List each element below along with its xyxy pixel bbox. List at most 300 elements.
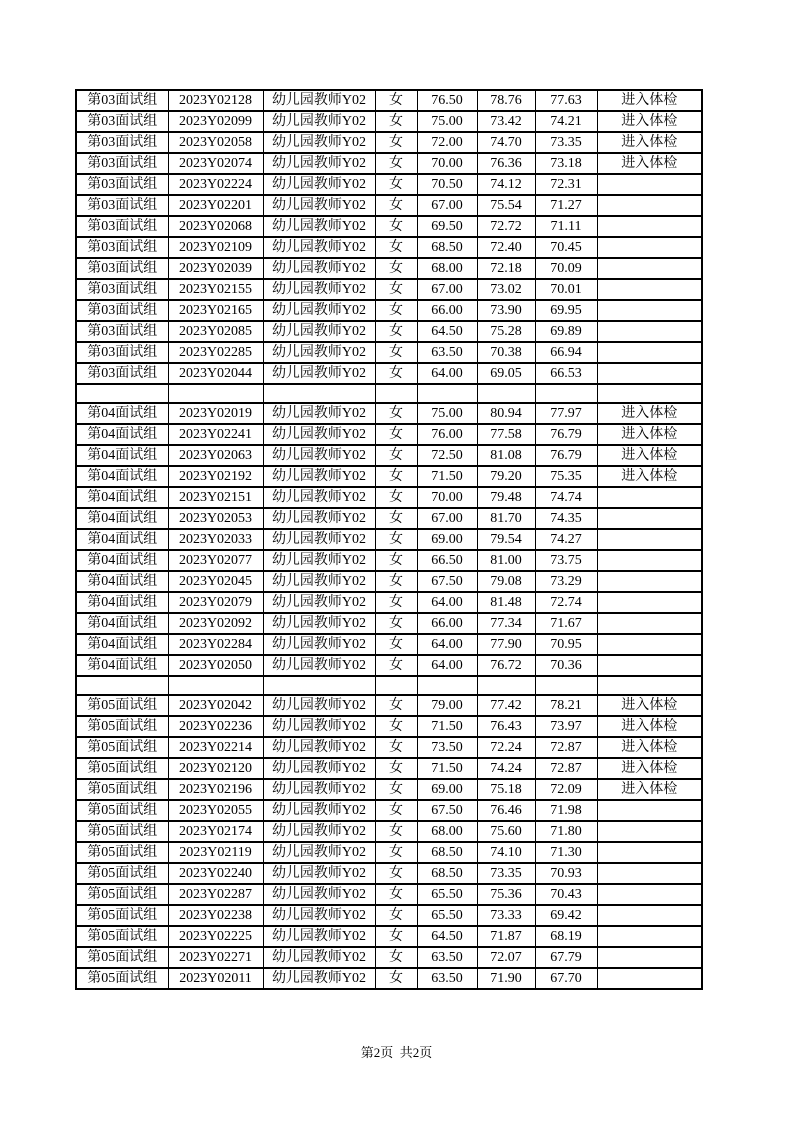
cell-result [597, 655, 702, 676]
cell-result: 进入体检 [597, 758, 702, 779]
cell-interview-group: 第05面试组 [76, 947, 168, 968]
cell-score-3: 70.01 [535, 279, 597, 300]
cell-score-1: 75.00 [417, 403, 477, 424]
cell-candidate-id: 2023Y02050 [168, 655, 263, 676]
cell-gender: 女 [375, 863, 417, 884]
cell-position: 幼儿园教师Y02 [263, 195, 375, 216]
cell-gender: 女 [375, 737, 417, 758]
cell-candidate-id: 2023Y02044 [168, 363, 263, 384]
cell-score-2 [477, 384, 535, 403]
cell-result [597, 947, 702, 968]
cell-score-2: 81.70 [477, 508, 535, 529]
cell-interview-group: 第03面试组 [76, 153, 168, 174]
cell-score-3: 71.80 [535, 821, 597, 842]
cell-score-1: 70.00 [417, 487, 477, 508]
cell-candidate-id: 2023Y02055 [168, 800, 263, 821]
table-row [76, 216, 702, 237]
cell-gender: 女 [375, 529, 417, 550]
cell-score-1: 64.50 [417, 321, 477, 342]
cell-score-2: 75.60 [477, 821, 535, 842]
cell-score-1: 67.00 [417, 279, 477, 300]
cell-gender: 女 [375, 695, 417, 716]
cell-result: 进入体检 [597, 111, 702, 132]
cell-score-3: 69.42 [535, 905, 597, 926]
cell-candidate-id: 2023Y02285 [168, 342, 263, 363]
cell-score-3: 73.35 [535, 132, 597, 153]
cell-gender: 女 [375, 613, 417, 634]
cell-score-2: 74.24 [477, 758, 535, 779]
cell-result: 进入体检 [597, 695, 702, 716]
cell-score-3: 73.75 [535, 550, 597, 571]
cell-interview-group: 第05面试组 [76, 821, 168, 842]
cell-candidate-id: 2023Y02174 [168, 821, 263, 842]
cell-result: 进入体检 [597, 153, 702, 174]
cell-score-2: 77.42 [477, 695, 535, 716]
cell-score-1: 69.50 [417, 216, 477, 237]
cell-interview-group: 第03面试组 [76, 363, 168, 384]
cell-result [597, 279, 702, 300]
cell-result [597, 195, 702, 216]
cell-score-2: 72.72 [477, 216, 535, 237]
cell-score-1: 67.50 [417, 571, 477, 592]
cell-candidate-id: 2023Y02238 [168, 905, 263, 926]
cell-result [597, 863, 702, 884]
cell-gender: 女 [375, 842, 417, 863]
cell-score-3: 77.63 [535, 90, 597, 111]
table-row [76, 90, 702, 111]
cell-score-3: 66.94 [535, 342, 597, 363]
cell-result [597, 676, 702, 695]
cell-score-3: 74.74 [535, 487, 597, 508]
table-row [76, 487, 702, 508]
cell-score-1: 67.00 [417, 508, 477, 529]
cell-score-2: 73.02 [477, 279, 535, 300]
cell-position: 幼儿园教师Y02 [263, 342, 375, 363]
cell-interview-group: 第04面试组 [76, 550, 168, 571]
cell-score-1: 64.00 [417, 634, 477, 655]
cell-score-3: 72.87 [535, 758, 597, 779]
cell-gender: 女 [375, 926, 417, 947]
cell-result [597, 237, 702, 258]
cell-result: 进入体检 [597, 466, 702, 487]
cell-position [263, 384, 375, 403]
cell-gender: 女 [375, 884, 417, 905]
cell-result: 进入体检 [597, 779, 702, 800]
cell-score-2: 76.43 [477, 716, 535, 737]
cell-score-2: 79.20 [477, 466, 535, 487]
cell-candidate-id: 2023Y02155 [168, 279, 263, 300]
cell-score-3: 69.95 [535, 300, 597, 321]
cell-position: 幼儿园教师Y02 [263, 842, 375, 863]
cell-gender: 女 [375, 968, 417, 989]
cell-result [597, 321, 702, 342]
cell-interview-group: 第05面试组 [76, 716, 168, 737]
cell-gender: 女 [375, 300, 417, 321]
cell-score-1: 64.00 [417, 655, 477, 676]
cell-result: 进入体检 [597, 716, 702, 737]
cell-candidate-id [168, 384, 263, 403]
cell-score-2: 75.18 [477, 779, 535, 800]
cell-result [597, 508, 702, 529]
cell-position: 幼儿园教师Y02 [263, 487, 375, 508]
cell-candidate-id: 2023Y02085 [168, 321, 263, 342]
cell-score-2: 76.36 [477, 153, 535, 174]
cell-position: 幼儿园教师Y02 [263, 111, 375, 132]
cell-position: 幼儿园教师Y02 [263, 634, 375, 655]
cell-position: 幼儿园教师Y02 [263, 758, 375, 779]
cell-candidate-id: 2023Y02079 [168, 592, 263, 613]
cell-score-2: 72.18 [477, 258, 535, 279]
cell-interview-group: 第05面试组 [76, 926, 168, 947]
cell-score-1 [417, 384, 477, 403]
cell-score-2: 71.87 [477, 926, 535, 947]
cell-position: 幼儿园教师Y02 [263, 153, 375, 174]
cell-gender: 女 [375, 258, 417, 279]
cell-score-3: 70.95 [535, 634, 597, 655]
cell-interview-group: 第03面试组 [76, 111, 168, 132]
cell-score-3: 71.67 [535, 613, 597, 634]
cell-score-3: 70.36 [535, 655, 597, 676]
cell-candidate-id: 2023Y02068 [168, 216, 263, 237]
cell-candidate-id: 2023Y02119 [168, 842, 263, 863]
cell-result [597, 592, 702, 613]
cell-candidate-id [168, 676, 263, 695]
cell-score-3: 72.31 [535, 174, 597, 195]
cell-candidate-id: 2023Y02241 [168, 424, 263, 445]
table-row [76, 926, 702, 947]
table-row [76, 508, 702, 529]
table-row [76, 821, 702, 842]
cell-result [597, 174, 702, 195]
cell-score-1: 63.50 [417, 947, 477, 968]
cell-candidate-id: 2023Y02196 [168, 779, 263, 800]
cell-candidate-id: 2023Y02225 [168, 926, 263, 947]
cell-result [597, 571, 702, 592]
cell-gender: 女 [375, 779, 417, 800]
cell-score-1: 67.50 [417, 800, 477, 821]
cell-position: 幼儿园教师Y02 [263, 466, 375, 487]
cell-position: 幼儿园教师Y02 [263, 592, 375, 613]
cell-result [597, 926, 702, 947]
cell-score-1: 63.50 [417, 342, 477, 363]
cell-score-1: 70.00 [417, 153, 477, 174]
table-row [76, 195, 702, 216]
cell-score-1: 64.50 [417, 926, 477, 947]
cell-candidate-id: 2023Y02045 [168, 571, 263, 592]
table-row [76, 321, 702, 342]
cell-score-3: 73.18 [535, 153, 597, 174]
table-row [76, 111, 702, 132]
cell-candidate-id: 2023Y02214 [168, 737, 263, 758]
cell-score-3: 67.79 [535, 947, 597, 968]
cell-candidate-id: 2023Y02240 [168, 863, 263, 884]
cell-result [597, 821, 702, 842]
table-row [76, 529, 702, 550]
cell-score-3: 70.93 [535, 863, 597, 884]
cell-candidate-id: 2023Y02201 [168, 195, 263, 216]
cell-candidate-id: 2023Y02077 [168, 550, 263, 571]
cell-score-2: 81.08 [477, 445, 535, 466]
cell-interview-group: 第03面试组 [76, 195, 168, 216]
cell-score-3: 72.87 [535, 737, 597, 758]
table-row [76, 947, 702, 968]
table-row [76, 550, 702, 571]
cell-gender: 女 [375, 466, 417, 487]
cell-position: 幼儿园教师Y02 [263, 508, 375, 529]
cell-gender: 女 [375, 821, 417, 842]
cell-candidate-id: 2023Y02039 [168, 258, 263, 279]
cell-gender: 女 [375, 487, 417, 508]
cell-score-3: 76.79 [535, 424, 597, 445]
cell-interview-group: 第04面试组 [76, 445, 168, 466]
cell-gender: 女 [375, 132, 417, 153]
cell-score-3: 74.21 [535, 111, 597, 132]
table-row [76, 655, 702, 676]
cell-gender: 女 [375, 174, 417, 195]
table-row [76, 258, 702, 279]
cell-score-3: 72.74 [535, 592, 597, 613]
cell-position: 幼儿园教师Y02 [263, 695, 375, 716]
table-row [76, 779, 702, 800]
cell-score-2: 76.72 [477, 655, 535, 676]
cell-score-2: 75.36 [477, 884, 535, 905]
cell-score-2: 77.58 [477, 424, 535, 445]
cell-score-3: 77.97 [535, 403, 597, 424]
cell-score-2: 73.42 [477, 111, 535, 132]
table-row [76, 445, 702, 466]
table-row [76, 424, 702, 445]
cell-position: 幼儿园教师Y02 [263, 237, 375, 258]
cell-score-1: 71.50 [417, 716, 477, 737]
cell-score-3: 71.30 [535, 842, 597, 863]
cell-interview-group: 第04面试组 [76, 613, 168, 634]
cell-score-2: 73.35 [477, 863, 535, 884]
cell-interview-group [76, 676, 168, 695]
table-row [76, 571, 702, 592]
cell-gender: 女 [375, 279, 417, 300]
cell-score-1: 69.00 [417, 529, 477, 550]
cell-candidate-id: 2023Y02074 [168, 153, 263, 174]
table-row [76, 237, 702, 258]
cell-candidate-id: 2023Y02092 [168, 613, 263, 634]
cell-score-2: 79.54 [477, 529, 535, 550]
cell-result [597, 550, 702, 571]
cell-score-3: 66.53 [535, 363, 597, 384]
cell-interview-group: 第05面试组 [76, 737, 168, 758]
cell-gender: 女 [375, 905, 417, 926]
cell-gender: 女 [375, 655, 417, 676]
cell-position: 幼儿园教师Y02 [263, 613, 375, 634]
cell-interview-group: 第05面试组 [76, 779, 168, 800]
cell-gender: 女 [375, 592, 417, 613]
table-row [76, 174, 702, 195]
cell-candidate-id: 2023Y02192 [168, 466, 263, 487]
cell-score-1: 68.50 [417, 237, 477, 258]
cell-position: 幼儿园教师Y02 [263, 800, 375, 821]
cell-result: 进入体检 [597, 90, 702, 111]
cell-gender: 女 [375, 363, 417, 384]
cell-interview-group: 第04面试组 [76, 634, 168, 655]
cell-score-3: 75.35 [535, 466, 597, 487]
cell-score-1: 79.00 [417, 695, 477, 716]
cell-interview-group: 第04面试组 [76, 424, 168, 445]
cell-gender: 女 [375, 342, 417, 363]
cell-interview-group: 第04面试组 [76, 403, 168, 424]
cell-score-2: 75.54 [477, 195, 535, 216]
cell-position: 幼儿园教师Y02 [263, 884, 375, 905]
cell-score-3: 73.29 [535, 571, 597, 592]
cell-score-1: 76.50 [417, 90, 477, 111]
table-row [76, 758, 702, 779]
cell-score-3: 74.27 [535, 529, 597, 550]
cell-result [597, 968, 702, 989]
cell-score-3: 74.35 [535, 508, 597, 529]
cell-position: 幼儿园教师Y02 [263, 363, 375, 384]
cell-score-1: 70.50 [417, 174, 477, 195]
cell-candidate-id: 2023Y02271 [168, 947, 263, 968]
cell-result [597, 487, 702, 508]
table-row [76, 342, 702, 363]
cell-interview-group: 第04面试组 [76, 529, 168, 550]
cell-position: 幼儿园教师Y02 [263, 300, 375, 321]
cell-position: 幼儿园教师Y02 [263, 716, 375, 737]
cell-score-2: 73.33 [477, 905, 535, 926]
cell-gender: 女 [375, 195, 417, 216]
cell-interview-group: 第05面试组 [76, 863, 168, 884]
cell-position: 幼儿园教师Y02 [263, 947, 375, 968]
table-row [76, 695, 702, 716]
cell-interview-group: 第03面试组 [76, 174, 168, 195]
table-row [76, 634, 702, 655]
cell-gender: 女 [375, 111, 417, 132]
cell-position: 幼儿园教师Y02 [263, 216, 375, 237]
cell-score-2: 77.34 [477, 613, 535, 634]
cell-score-2: 74.12 [477, 174, 535, 195]
cell-candidate-id: 2023Y02033 [168, 529, 263, 550]
table-row [76, 403, 702, 424]
cell-position: 幼儿园教师Y02 [263, 529, 375, 550]
cell-interview-group: 第05面试组 [76, 968, 168, 989]
cell-gender: 女 [375, 403, 417, 424]
cell-score-1: 64.00 [417, 363, 477, 384]
cell-score-2: 72.40 [477, 237, 535, 258]
table-row [76, 737, 702, 758]
cell-gender: 女 [375, 800, 417, 821]
cell-position: 幼儿园教师Y02 [263, 571, 375, 592]
cell-interview-group: 第03面试组 [76, 258, 168, 279]
table-row [76, 968, 702, 989]
cell-gender: 女 [375, 445, 417, 466]
table-row [76, 363, 702, 384]
cell-result: 进入体检 [597, 737, 702, 758]
cell-position: 幼儿园教师Y02 [263, 968, 375, 989]
cell-score-1: 66.00 [417, 613, 477, 634]
cell-position: 幼儿园教师Y02 [263, 424, 375, 445]
table-row [76, 716, 702, 737]
cell-result: 进入体检 [597, 403, 702, 424]
cell-score-2: 76.46 [477, 800, 535, 821]
cell-position: 幼儿园教师Y02 [263, 403, 375, 424]
table-row [76, 466, 702, 487]
cell-score-1: 68.50 [417, 842, 477, 863]
cell-score-3: 67.70 [535, 968, 597, 989]
cell-candidate-id: 2023Y02224 [168, 174, 263, 195]
cell-gender: 女 [375, 634, 417, 655]
cell-candidate-id: 2023Y02284 [168, 634, 263, 655]
cell-position [263, 676, 375, 695]
cell-interview-group: 第05面试组 [76, 695, 168, 716]
cell-result [597, 529, 702, 550]
cell-interview-group [76, 384, 168, 403]
cell-position: 幼儿园教师Y02 [263, 445, 375, 466]
cell-position: 幼儿园教师Y02 [263, 863, 375, 884]
cell-interview-group: 第04面试组 [76, 571, 168, 592]
cell-position: 幼儿园教师Y02 [263, 258, 375, 279]
cell-score-2: 72.24 [477, 737, 535, 758]
spacer-row [76, 676, 702, 695]
cell-position: 幼儿园教师Y02 [263, 550, 375, 571]
cell-result [597, 384, 702, 403]
table-row [76, 884, 702, 905]
cell-position: 幼儿园教师Y02 [263, 321, 375, 342]
interview-results-table [75, 89, 703, 990]
table-row [76, 592, 702, 613]
cell-score-2 [477, 676, 535, 695]
cell-result: 进入体检 [597, 445, 702, 466]
cell-result [597, 905, 702, 926]
table-row [76, 153, 702, 174]
cell-score-3: 71.11 [535, 216, 597, 237]
cell-gender: 女 [375, 571, 417, 592]
cell-position: 幼儿园教师Y02 [263, 821, 375, 842]
cell-interview-group: 第03面试组 [76, 90, 168, 111]
cell-candidate-id: 2023Y02236 [168, 716, 263, 737]
cell-score-2: 77.90 [477, 634, 535, 655]
cell-score-1: 72.50 [417, 445, 477, 466]
cell-score-1: 68.50 [417, 863, 477, 884]
cell-score-1: 71.50 [417, 758, 477, 779]
cell-interview-group: 第03面试组 [76, 321, 168, 342]
cell-score-2: 79.08 [477, 571, 535, 592]
cell-score-3 [535, 676, 597, 695]
cell-score-1: 65.50 [417, 905, 477, 926]
cell-score-2: 73.90 [477, 300, 535, 321]
cell-result: 进入体检 [597, 132, 702, 153]
cell-candidate-id: 2023Y02019 [168, 403, 263, 424]
table-row [76, 842, 702, 863]
cell-score-1: 63.50 [417, 968, 477, 989]
cell-position: 幼儿园教师Y02 [263, 132, 375, 153]
cell-score-3: 72.09 [535, 779, 597, 800]
cell-interview-group: 第05面试组 [76, 758, 168, 779]
cell-score-3: 70.09 [535, 258, 597, 279]
cell-score-1: 65.50 [417, 884, 477, 905]
cell-interview-group: 第05面试组 [76, 800, 168, 821]
cell-interview-group: 第04面试组 [76, 466, 168, 487]
cell-score-2: 71.90 [477, 968, 535, 989]
table-row [76, 800, 702, 821]
cell-score-2: 79.48 [477, 487, 535, 508]
cell-score-2: 75.28 [477, 321, 535, 342]
cell-candidate-id: 2023Y02053 [168, 508, 263, 529]
cell-score-3: 70.45 [535, 237, 597, 258]
cell-score-2: 70.38 [477, 342, 535, 363]
cell-candidate-id: 2023Y02058 [168, 132, 263, 153]
cell-score-1: 68.00 [417, 258, 477, 279]
table-row [76, 300, 702, 321]
cell-candidate-id: 2023Y02099 [168, 111, 263, 132]
cell-gender: 女 [375, 90, 417, 111]
